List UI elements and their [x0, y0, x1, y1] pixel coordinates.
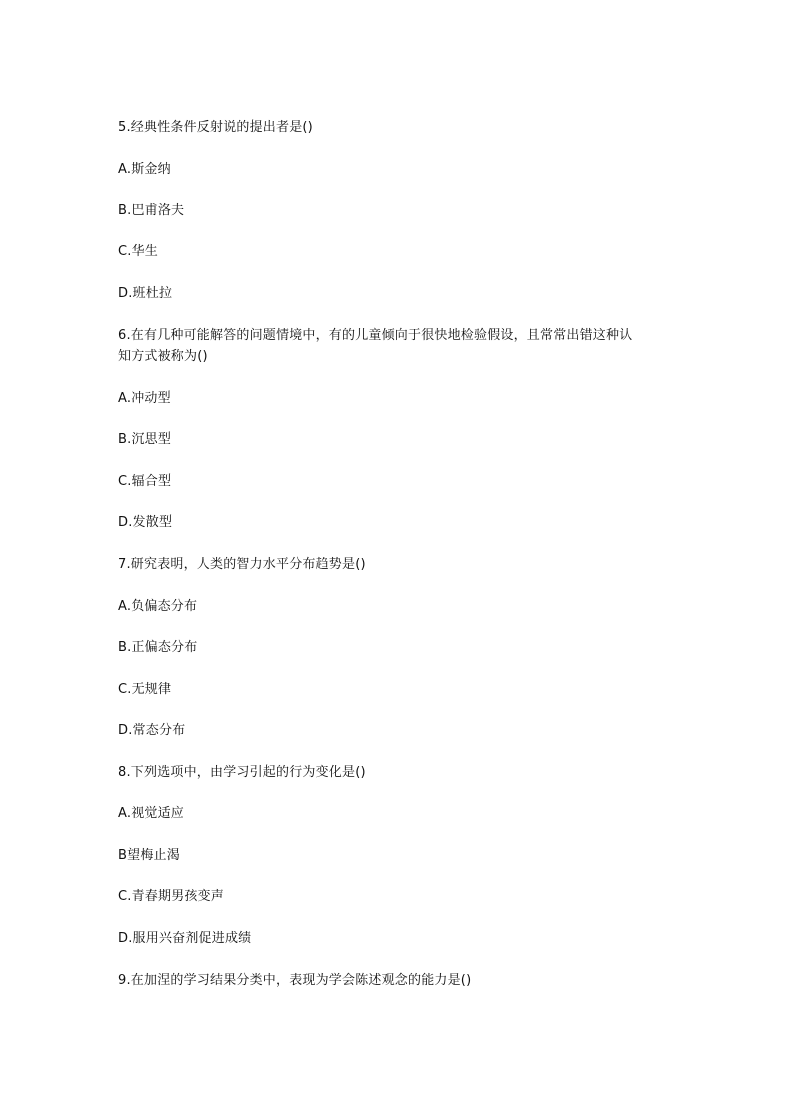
- question-6-option-c: C.辐合型: [118, 474, 172, 489]
- question-8-option-d: D.服用兴奋剂促进成绩: [118, 931, 252, 946]
- question-5-stem: 5.经典性条件反射说的提出者是(): [118, 120, 313, 135]
- question-8-option-a: A.视觉适应: [118, 806, 184, 821]
- question-5-option-b: B.巴甫洛夫: [118, 203, 185, 218]
- question-5-option-c: C.华生: [118, 244, 159, 259]
- question-6-stem-line-1: 6.在有几种可能解答的问题情境中，有的儿童倾向于很快地检验假设，且常常出错这种认: [118, 328, 633, 343]
- question-6-option-a: A.冲动型: [118, 391, 171, 406]
- question-8-option-b: B望梅止渴: [118, 848, 180, 863]
- question-8-option-c: C.青春期男孩变声: [118, 889, 225, 904]
- question-7-option-a: A.负偏态分布: [118, 599, 198, 614]
- question-8-stem: 8.下列选项中，由学习引起的行为变化是(): [118, 765, 366, 780]
- question-6-stem-line-2: 知方式被称为(): [118, 349, 208, 364]
- question-7-option-d: D.常态分布: [118, 723, 186, 738]
- question-7-option-c: C.无规律: [118, 682, 172, 697]
- question-7-option-b: B.正偏态分布: [118, 640, 198, 655]
- question-5-option-a: A.斯金纳: [118, 162, 171, 177]
- question-6-option-d: D.发散型: [118, 515, 173, 530]
- question-9-stem: 9.在加涅的学习结果分类中，表现为学会陈述观念的能力是(): [118, 973, 472, 988]
- question-6-option-b: B.沉思型: [118, 432, 172, 447]
- question-7-stem: 7.研究表明，人类的智力水平分布趋势是(): [118, 557, 366, 572]
- question-5-option-d: D.班杜拉: [118, 286, 173, 301]
